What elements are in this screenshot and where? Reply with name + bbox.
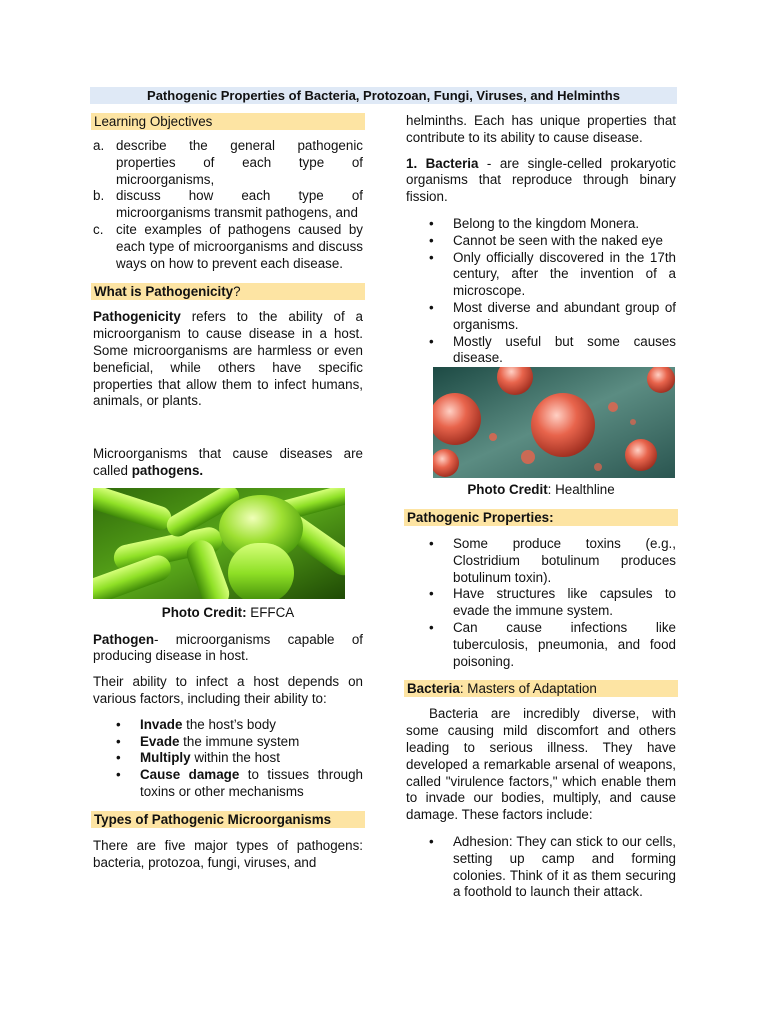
objective-marker: a. xyxy=(93,138,105,153)
bullet-text: Mostly useful but some causes disease. xyxy=(453,333,676,366)
photo-credit-effca: Photo Credit: EFFCA xyxy=(161,604,295,620)
bullet-text: Only officially discovered in the 17th century, after the invention of a microscope. xyxy=(453,249,676,299)
adaptation-paragraph: Bacteria are incredibly diverse, with some causing mild discomfort and others leading to serious illness. They have developed a remarkable arsenal of weapons, called "virulence factors," which enable them to invade our bodies, multiply, and cause damage. These factors include: xyxy=(406,706,676,823)
objective-text: discuss how each type of microorganisms transmit pathogens, and xyxy=(116,188,363,221)
objective-text: cite examples of pathogens caused by each type of microorganisms and discuss ways on how to prevent each disease. xyxy=(116,221,363,271)
types-paragraph: There are five major types of pathogens: bacteria, protozoa, fungi, viruses, and xyxy=(93,837,363,870)
bullet-icon: • xyxy=(429,232,434,248)
bullet-icon: • xyxy=(429,249,434,265)
ability-intro: Their ability to infect a host depends on various factors, including their ability to: xyxy=(93,674,363,706)
bacteria-fact-item xyxy=(406,233,676,250)
bullet-icon: • xyxy=(429,586,434,602)
ability-item xyxy=(93,734,363,751)
abilities-list xyxy=(93,717,363,801)
bullet-rest: the immune system xyxy=(179,733,300,749)
properties-list xyxy=(406,536,676,670)
red-spherical-virus-photo xyxy=(433,367,675,478)
objective-item xyxy=(93,188,363,222)
bullet-text: Belong to the kingdom Monera. xyxy=(453,215,640,231)
bullet-icon: • xyxy=(429,619,434,635)
adaptation-heading: Bacteria: Masters of Adaptation xyxy=(404,680,678,697)
bullet-text: Cannot be seen with the naked eye xyxy=(453,232,663,248)
ability-item xyxy=(93,750,363,767)
bacteria-fact-item xyxy=(406,300,676,334)
left-column xyxy=(93,113,363,871)
objective-text: describe the general pathogenic properties of each type of microorganisms, xyxy=(116,138,363,187)
bullet-icon: • xyxy=(429,535,434,551)
bacteria-fact-item xyxy=(406,334,676,368)
objective-marker: b. xyxy=(93,188,105,204)
pathogenic-properties-heading: Pathogenic Properties: xyxy=(404,509,678,526)
ability-item xyxy=(93,717,363,734)
bullet-icon: • xyxy=(116,750,121,766)
bullet-icon: • xyxy=(429,333,434,349)
bullet-text: Can cause infections like tuberculosis, pneumonia, and food poisoning. xyxy=(453,619,676,669)
bullet-icon: • xyxy=(429,215,434,231)
bullet-rest: to tissues through toxins or other mechanisms xyxy=(140,767,363,799)
bullet-text: Some produce toxins (e.g., Clostridium botulinum produces botulinum toxin). xyxy=(453,535,676,585)
bullet-bold: Multiply xyxy=(140,750,191,766)
factor-item xyxy=(406,834,676,901)
pathogens-paragraph: Microorganisms that cause diseases are called pathogens. xyxy=(93,446,363,478)
bullet-bold: Evade xyxy=(140,733,180,749)
bacteria-fact-item xyxy=(406,216,676,233)
types-heading: Types of Pathogenic Microorganisms xyxy=(91,811,365,828)
bullet-text: Most diverse and abundant group of organisms. xyxy=(453,299,676,332)
bullet-text: Adhesion: They can stick to our cells, setting up camp and forming colonies. Think of it as them securing a foothold to launch their attack. xyxy=(453,833,676,900)
factors-list xyxy=(406,834,676,901)
property-item xyxy=(406,536,676,586)
bullet-text: Have structures like capsules to evade the immune system. xyxy=(453,586,676,619)
objective-item xyxy=(93,222,363,272)
right-column xyxy=(406,113,676,901)
learning-objectives-heading: Learning Objectives xyxy=(91,113,365,130)
objective-item xyxy=(93,138,363,188)
ability-item xyxy=(93,767,363,801)
objectives-list xyxy=(93,138,363,272)
bullet-bold: Invade xyxy=(140,716,183,732)
pathogenicity-heading: What is Pathogenicity? xyxy=(91,283,365,300)
bullet-icon: • xyxy=(116,716,121,732)
property-item xyxy=(406,620,676,670)
green-rod-bacteria-photo xyxy=(93,488,345,599)
bullet-icon: • xyxy=(116,767,121,783)
bullet-rest: the host’s body xyxy=(182,716,276,732)
page-title: Pathogenic Properties of Bacteria, Protozoan, Fungi, Viruses, and Helminths xyxy=(90,87,677,104)
bullet-bold: Cause damage xyxy=(140,767,240,783)
bacteria-fact-item xyxy=(406,250,676,300)
bacteria-facts-list xyxy=(406,216,676,367)
property-item xyxy=(406,586,676,620)
photo-credit-healthline: Photo Credit: Healthline xyxy=(467,482,615,498)
continued-paragraph: helminths. Each has unique properties that contribute to its ability to cause disease. xyxy=(406,113,676,145)
bacteria-definition: 1. Bacteria - are single-celled prokaryotic organisms that reproduce through binary fission. xyxy=(406,155,676,205)
bullet-icon: • xyxy=(429,833,434,849)
pathogenicity-paragraph: Pathogenicity refers to the ability of a microorganism to cause disease in a host. Some microorganisms are harmless or even beneficial, while others have specific properties that allow them to infect humans, animals, or plants. xyxy=(93,309,363,409)
bullet-icon: • xyxy=(429,299,434,315)
bullet-icon: • xyxy=(116,733,121,749)
objective-marker: c. xyxy=(93,221,104,237)
pathogen-definition: Pathogen- microorganisms capable of producing disease in host. xyxy=(93,631,363,664)
bullet-rest: within the host xyxy=(190,750,280,766)
